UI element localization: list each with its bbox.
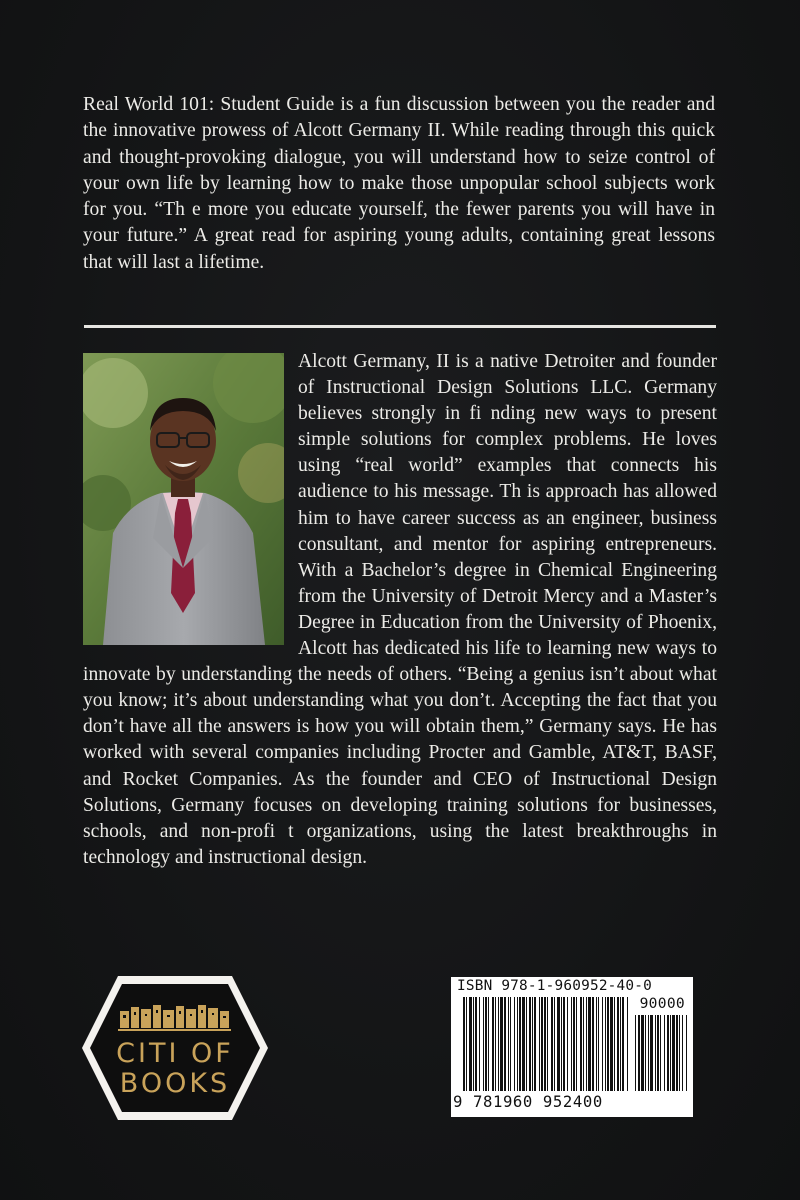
addon-bar <box>641 1015 644 1091</box>
publisher-logo <box>80 974 270 1122</box>
barcode-bar <box>463 997 465 1091</box>
barcode-bar <box>479 997 480 1091</box>
addon-bar <box>650 1015 653 1091</box>
barcode-bar <box>539 997 540 1091</box>
logo-line-1: CITI OF <box>116 1038 234 1069</box>
barcode-bar <box>583 997 584 1091</box>
barcode-bar <box>547 997 548 1091</box>
barcode-bar <box>573 997 575 1091</box>
barcode-bar <box>602 997 603 1091</box>
addon-bar <box>657 1015 659 1091</box>
barcode-bar <box>473 997 474 1091</box>
barcode-bar <box>498 997 499 1091</box>
barcode-bar <box>571 997 572 1091</box>
author-bio-section <box>83 349 717 871</box>
barcode-bar <box>605 997 606 1091</box>
barcode-bar <box>517 997 518 1091</box>
price-addon: 90000 <box>639 995 685 1012</box>
barcode-bar <box>522 997 525 1091</box>
barcode-bar <box>551 997 553 1091</box>
barcode-bar <box>495 997 496 1091</box>
addon-bar <box>682 1015 683 1091</box>
barcode-bar <box>514 997 515 1091</box>
author-bio-text: Alcott Germany, II is a native Detroiter and founder of Instructional Design Solutions LLC. Germany believes strongly in fi nding new ways to present simple solutions for complex problems. He loves using “real world” examples that connects his audience to his message. Th is approach has allowed him to have career success as an engineer, business consultant, and mentor for aspiring entrepreneurs. With a Bachelor’s degree in Chemical Engineering from the University of Detroit Mercy and a Master’s Degree in Education from the University of Phoenix, Alcott has dedicated his life to learning new ways to innovate by understanding the needs of others. “Being a genius isn’t about what you know; it’s about understanding what you don’t. Accepting the fact that you don’t have all the answers is how you will obtain them,” Germany says. He has worked with several companies including Procter and Gamble, AT&T, BASF, and Rocket Companies. As the founder and CEO of Instructional Design Solutions, Germany focuses on developing training solutions for businesses, schools, and non-profi t organizations, using the latest breakthroughs in technology and instructional design. <box>83 351 717 868</box>
addon-bar <box>645 1015 646 1091</box>
barcode-bar <box>576 997 577 1091</box>
addon-bar <box>686 1015 687 1091</box>
barcode-bar <box>592 997 594 1091</box>
addon-bar <box>672 1015 675 1091</box>
barcode-digits: 9 781960 952400 <box>453 1093 603 1111</box>
barcode-bar <box>492 997 494 1091</box>
barcode-bar <box>485 997 487 1091</box>
barcode-bar <box>598 997 599 1091</box>
barcode-bar <box>622 997 624 1091</box>
barcode-bar <box>588 997 591 1091</box>
addon-bar <box>648 1015 649 1091</box>
barcode-bar <box>532 997 533 1091</box>
barcode-bar <box>500 997 503 1091</box>
barcode-bar <box>483 997 484 1091</box>
addon-bar <box>664 1015 665 1091</box>
barcode-bar <box>627 997 628 1091</box>
barcode-bar <box>534 997 536 1091</box>
barcode-bar <box>510 997 511 1091</box>
barcode-bar <box>529 997 531 1091</box>
barcode-bar <box>475 997 477 1091</box>
barcode-bar <box>557 997 560 1091</box>
barcode-bar <box>617 997 619 1091</box>
author-photo <box>83 353 284 645</box>
divider-rule <box>84 325 716 328</box>
barcode-bar <box>508 997 509 1091</box>
addon-bar <box>655 1015 656 1091</box>
barcode-bar <box>586 997 587 1091</box>
book-blurb: Real World 101: Student Guide is a fun discussion between you the reader and the innovative prowess of Alcott Germany II. While reading through this quick and thought-provoking dialogue, you will understand how to seize control of your own life by learning how to make those unpopular school subjects work for you. “Th e more you educate yourself, the fewer parents you will have in your future.” A great read for aspiring young adults, containing great lessons that will last a lifetime. <box>83 94 715 273</box>
barcode-bar <box>519 997 521 1091</box>
barcode-bar <box>580 997 582 1091</box>
isbn-number: ISBN 978-1-960952-40-0 <box>457 978 653 994</box>
barcode-bar <box>466 997 467 1091</box>
isbn-barcode <box>451 977 693 1117</box>
barcode-bar <box>567 997 568 1091</box>
addon-bar <box>660 1015 661 1091</box>
barcode-bar <box>469 997 472 1091</box>
addon-bar <box>667 1015 669 1091</box>
addon-bar <box>679 1015 680 1091</box>
barcode-bar <box>526 997 527 1091</box>
addon-bar <box>638 1015 640 1091</box>
addon-bar <box>635 1015 636 1091</box>
logo-line-2: BOOKS <box>119 1068 231 1099</box>
barcode-bar <box>488 997 489 1091</box>
addon-bar <box>676 1015 678 1091</box>
barcode-bar <box>607 997 609 1091</box>
barcode-bar <box>544 997 546 1091</box>
barcode-bar <box>620 997 621 1091</box>
barcode-bar <box>561 997 562 1091</box>
barcode-bar <box>596 997 597 1091</box>
barcode-bar <box>541 997 543 1091</box>
barcode-bar <box>554 997 555 1091</box>
barcode-bar <box>504 997 506 1091</box>
barcode-bar <box>563 997 565 1091</box>
barcode-bar <box>614 997 615 1091</box>
barcode-bar <box>610 997 613 1091</box>
addon-bar <box>670 1015 671 1091</box>
